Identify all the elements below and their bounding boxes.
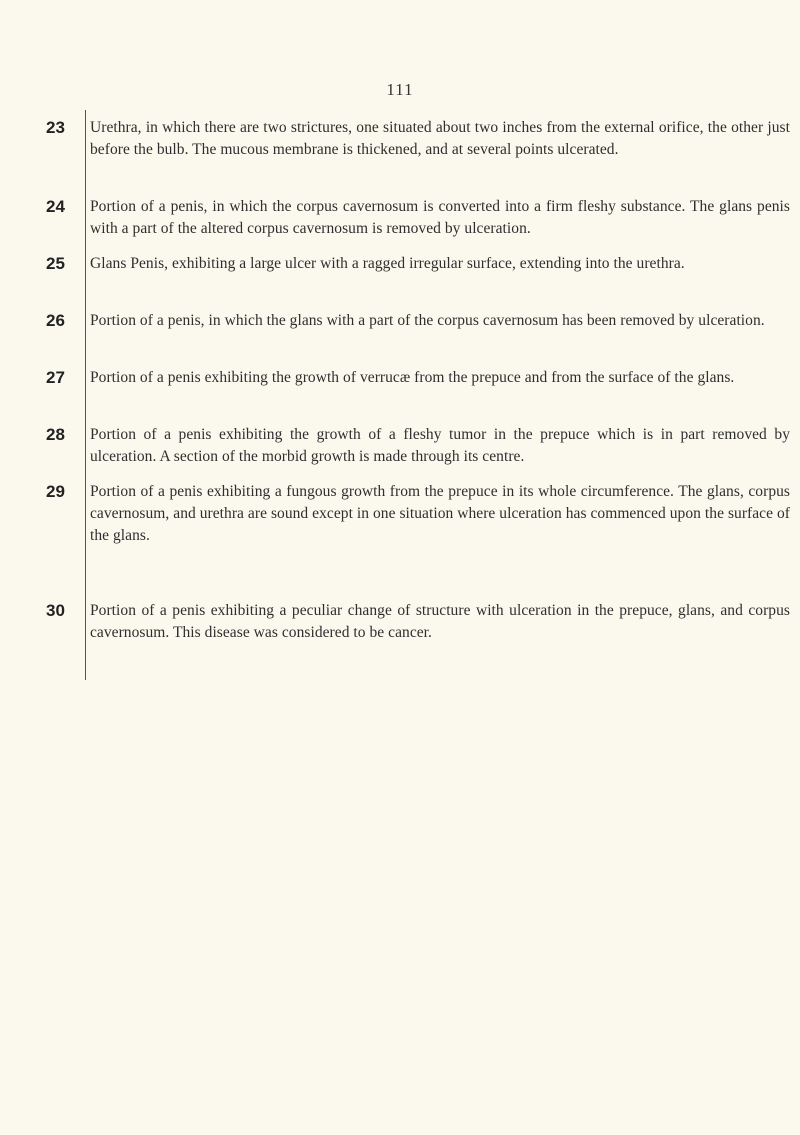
- entry-number: 23: [46, 118, 65, 137]
- entry-number: 29: [46, 482, 65, 501]
- entry-number: 25: [46, 254, 65, 273]
- entry-description: Portion of a penis exhibiting the growth of verrucæ from the prepuce and from the surface of the glans.: [90, 369, 735, 386]
- entry-description: Glans Penis, exhibiting a large ulcer with a ragged irregular surface, extending into the urethra.: [90, 255, 685, 272]
- entry-description: Urethra, in which there are two strictures, one situated about two inches from the external orifice, the other just before the bulb. The mucous membrane is thickened, and at several points ulcerated.: [90, 119, 790, 158]
- entry-description: Portion of a penis exhibiting the growth of a fleshy tumor in the prepuce which is in part removed by ulceration. A section of the morbid growth is made through its centre.: [90, 426, 790, 465]
- column-rule: [85, 110, 86, 680]
- entry-number: 30: [46, 601, 65, 620]
- entry-number: 27: [46, 368, 65, 387]
- entry-description: Portion of a penis exhibiting a peculiar change of structure with ulceration in the prepuce, glans, and corpus cavernosum. This disease was considered to be cancer.: [90, 602, 790, 641]
- entry-description: Portion of a penis, in which the glans with a part of the corpus cavernosum has been removed by ulceration.: [90, 312, 765, 329]
- page-number: 111: [386, 80, 414, 99]
- entry-description: Portion of a penis exhibiting a fungous growth from the prepuce in its whole circumference. The glans, corpus cavernosum, and urethra are sound except in one situation where ulceration has commenced upon the surface of the glans.: [90, 483, 790, 544]
- entry-number: 26: [46, 311, 65, 330]
- entry-description: Portion of a penis, in which the corpus cavernosum is converted into a firm fleshy substance. The glans penis with a part of the altered corpus cavernosum is removed by ulceration.: [90, 198, 790, 237]
- entry-number: 28: [46, 425, 65, 444]
- entry-number: 24: [46, 197, 65, 216]
